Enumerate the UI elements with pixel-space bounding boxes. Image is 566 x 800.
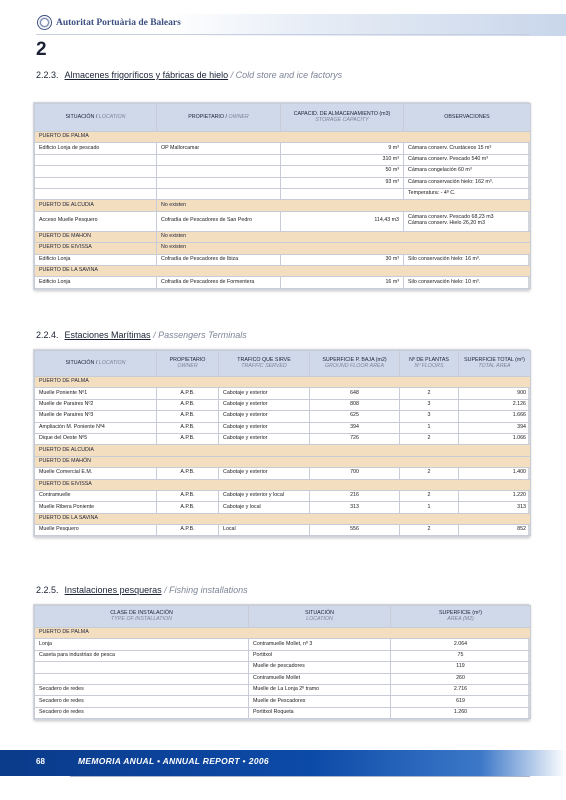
section-title-cold-store: [36, 70, 342, 80]
port-row: PUERTO DE LA SAVINA: [35, 513, 531, 524]
section-number: 2.2.3.: [36, 70, 59, 80]
table-row: Lonja Contramuelle Mollet, nº 3 2.064: [35, 639, 531, 650]
col-header-floors: Nº DE PLANTAS Nº FLOORS: [400, 351, 459, 377]
fishing-table: [33, 604, 529, 720]
section-title-en: Fishing installations: [169, 585, 248, 595]
org-name: Autoritat Portuària de Balears: [56, 18, 181, 28]
col-header-ground-area: SUPERFICIE P. BAJA (m2) GROUND FLOOR AREA: [310, 351, 400, 377]
col-header-owner: PROPIETARIO / OWNER: [157, 104, 281, 132]
port-row: PUERTO DE PALMA: [35, 628, 531, 639]
col-header-capacity: CAPACID. DE ALMACENAMIENTO (m3) STORAGE CAPACITY: [281, 104, 404, 132]
table-row: Secadero de redes Muelle de Pescadores 619: [35, 696, 531, 707]
table-row: Muelle de Paraires Nº2 A.P.B. Cabotaje y exterior 808 3 2.126: [35, 399, 531, 410]
port-row: PUERTO DE PALMA: [35, 132, 531, 143]
footer-report-title: [78, 756, 269, 766]
col-header-location: SITUACIÓN / LOCATION: [35, 351, 157, 377]
table-row: Contramuelle A.P.B. Cabotaje y exterior y local 216 2 1.220: [35, 490, 531, 501]
col-header-owner: PROPIETARIO OWNER: [157, 351, 219, 377]
page-number: 68: [36, 757, 45, 766]
section-title-sep: /: [161, 585, 170, 595]
footer-report-label: MEMORIA ANUAL • ANNUAL REPORT •: [78, 756, 246, 766]
table-row: Muelle Comercial E.M. A.P.B. Cabotaje y exterior 700 2 1.400: [35, 468, 531, 479]
section-title-es: Estaciones Marítimas: [64, 330, 151, 340]
port-row: PUERTO DE MAHÓN: [35, 456, 531, 467]
section-title-sep: /: [228, 70, 236, 80]
port-row: PUERTO DE LA SAVINA: [35, 265, 531, 276]
table-row: Acceso Muelle Pesquero Cofradía de Pescadores de San Pedro 114,43 m3 Cámara conserv. Pescado 68,23 m3 Cámara conserv. Hielo 26,20 m3: [35, 211, 531, 231]
section-number: 2.2.5.: [36, 585, 59, 595]
port-row: PUERTO DE EIVISSA: [35, 479, 531, 490]
table-row: Muelle Poniente Nº1 A.P.B. Cabotaje y exterior 648 2 900: [35, 388, 531, 399]
table-row: Ampliación M. Poniente Nº4 A.P.B. Cabotaje y exterior 394 1 394: [35, 422, 531, 433]
col-header-location: SITUACIÓN / LOCATION: [35, 104, 157, 132]
footer-divider: [70, 776, 530, 777]
table-row: 310 m³ Cámara conserv. Pescado 540 m³: [35, 154, 531, 165]
col-header-traffic: TRAFICO QUE SIRVE TRAFFIC SERVED: [219, 351, 310, 377]
cold-store-table: [33, 102, 529, 290]
port-row: PUERTO DE MAHON No existen: [35, 231, 531, 242]
section-title-sep: /: [150, 330, 159, 340]
table-row: Muelle de Paraires Nº3 A.P.B. Cabotaje y exterior 625 3 1.666: [35, 411, 531, 422]
col-header-installation-type: CLASE DE INSTALACIÓN TYPE OF INSTALLATION: [35, 606, 249, 628]
col-header-location: SITUACIÓN LOCATION: [249, 606, 391, 628]
header-divider: [36, 34, 530, 35]
terminals-table: [33, 349, 529, 537]
table-row: Secadero de redes Muelle de La Lonja 2º tramo 2.716: [35, 684, 531, 695]
header-band: [170, 14, 566, 36]
table-row: Contramuelle Mollet 260: [35, 673, 531, 684]
table-row: Temperatura: - 4º C.: [35, 188, 531, 199]
port-row: PUERTO DE EIVISSA No existen: [35, 243, 531, 254]
page-header: [0, 0, 566, 34]
port-row: PUERTO DE PALMA: [35, 377, 531, 388]
table-row: Edificio Lonja Cofradía de Pescadores de Formentera 16 m³ Silo conservación hielo: 10 m³.: [35, 277, 531, 288]
table-row: Muelle Pesquero A.P.B. Local 556 2 852: [35, 525, 531, 536]
table-row: 93 m³ Cámara conservación hielo: 162 m³.: [35, 177, 531, 188]
port-authority-logo-icon: [37, 15, 52, 30]
table-row: Muelle de pescadores 119: [35, 662, 531, 673]
port-row: PUERTO DE ALCUDIA: [35, 445, 531, 456]
col-header-total-area: SUPERFICIE TOTAL (m²) TOTAL AREA: [459, 351, 531, 377]
section-title-es: Instalaciones pesqueras: [64, 585, 162, 595]
col-header-observations: OBSERVACIONES: [404, 104, 531, 132]
table-row: 50 m³ Cámara congelación 60 m³: [35, 166, 531, 177]
table-row: Secadero de redes Portitxol Roqueta 1.260: [35, 707, 531, 718]
table-row: Edificio Lonja Cofradía de Pescadores de Ibiza 30 m³ Silo conservación hielo: 16 m³.: [35, 254, 531, 265]
section-title-es: Almacenes frigoríficos y fábricas de hielo: [64, 70, 229, 80]
section-title-fishing: [36, 585, 248, 595]
col-header-area: SUPERFICIE (m²) AREA (M2): [391, 606, 531, 628]
section-title-en: Passengers Terminals: [158, 330, 247, 340]
table-row: Muelle Ribera Poniente A.P.B. Cabotaje y local 313 1 313: [35, 502, 531, 513]
table-row: Edificio Lonja de pescado OP Mallorcamar 9 m³ Cámara conserv. Crustáceos 15 m³: [35, 143, 531, 154]
table-row: Caseta para industrias de pesca Portitxol 75: [35, 650, 531, 661]
chapter-number: 2: [36, 39, 47, 60]
section-title-terminals: [36, 330, 247, 340]
footer-year: 2006: [248, 756, 269, 766]
section-title-en: Cold store and ice factorys: [235, 70, 343, 80]
table-row: Dique del Oeste Nº5 A.P.B. Cabotaje y exterior 726 2 1.066: [35, 433, 531, 444]
port-row: PUERTO DE ALCUDIA No existen: [35, 200, 531, 211]
section-number: 2.2.4.: [36, 330, 59, 340]
